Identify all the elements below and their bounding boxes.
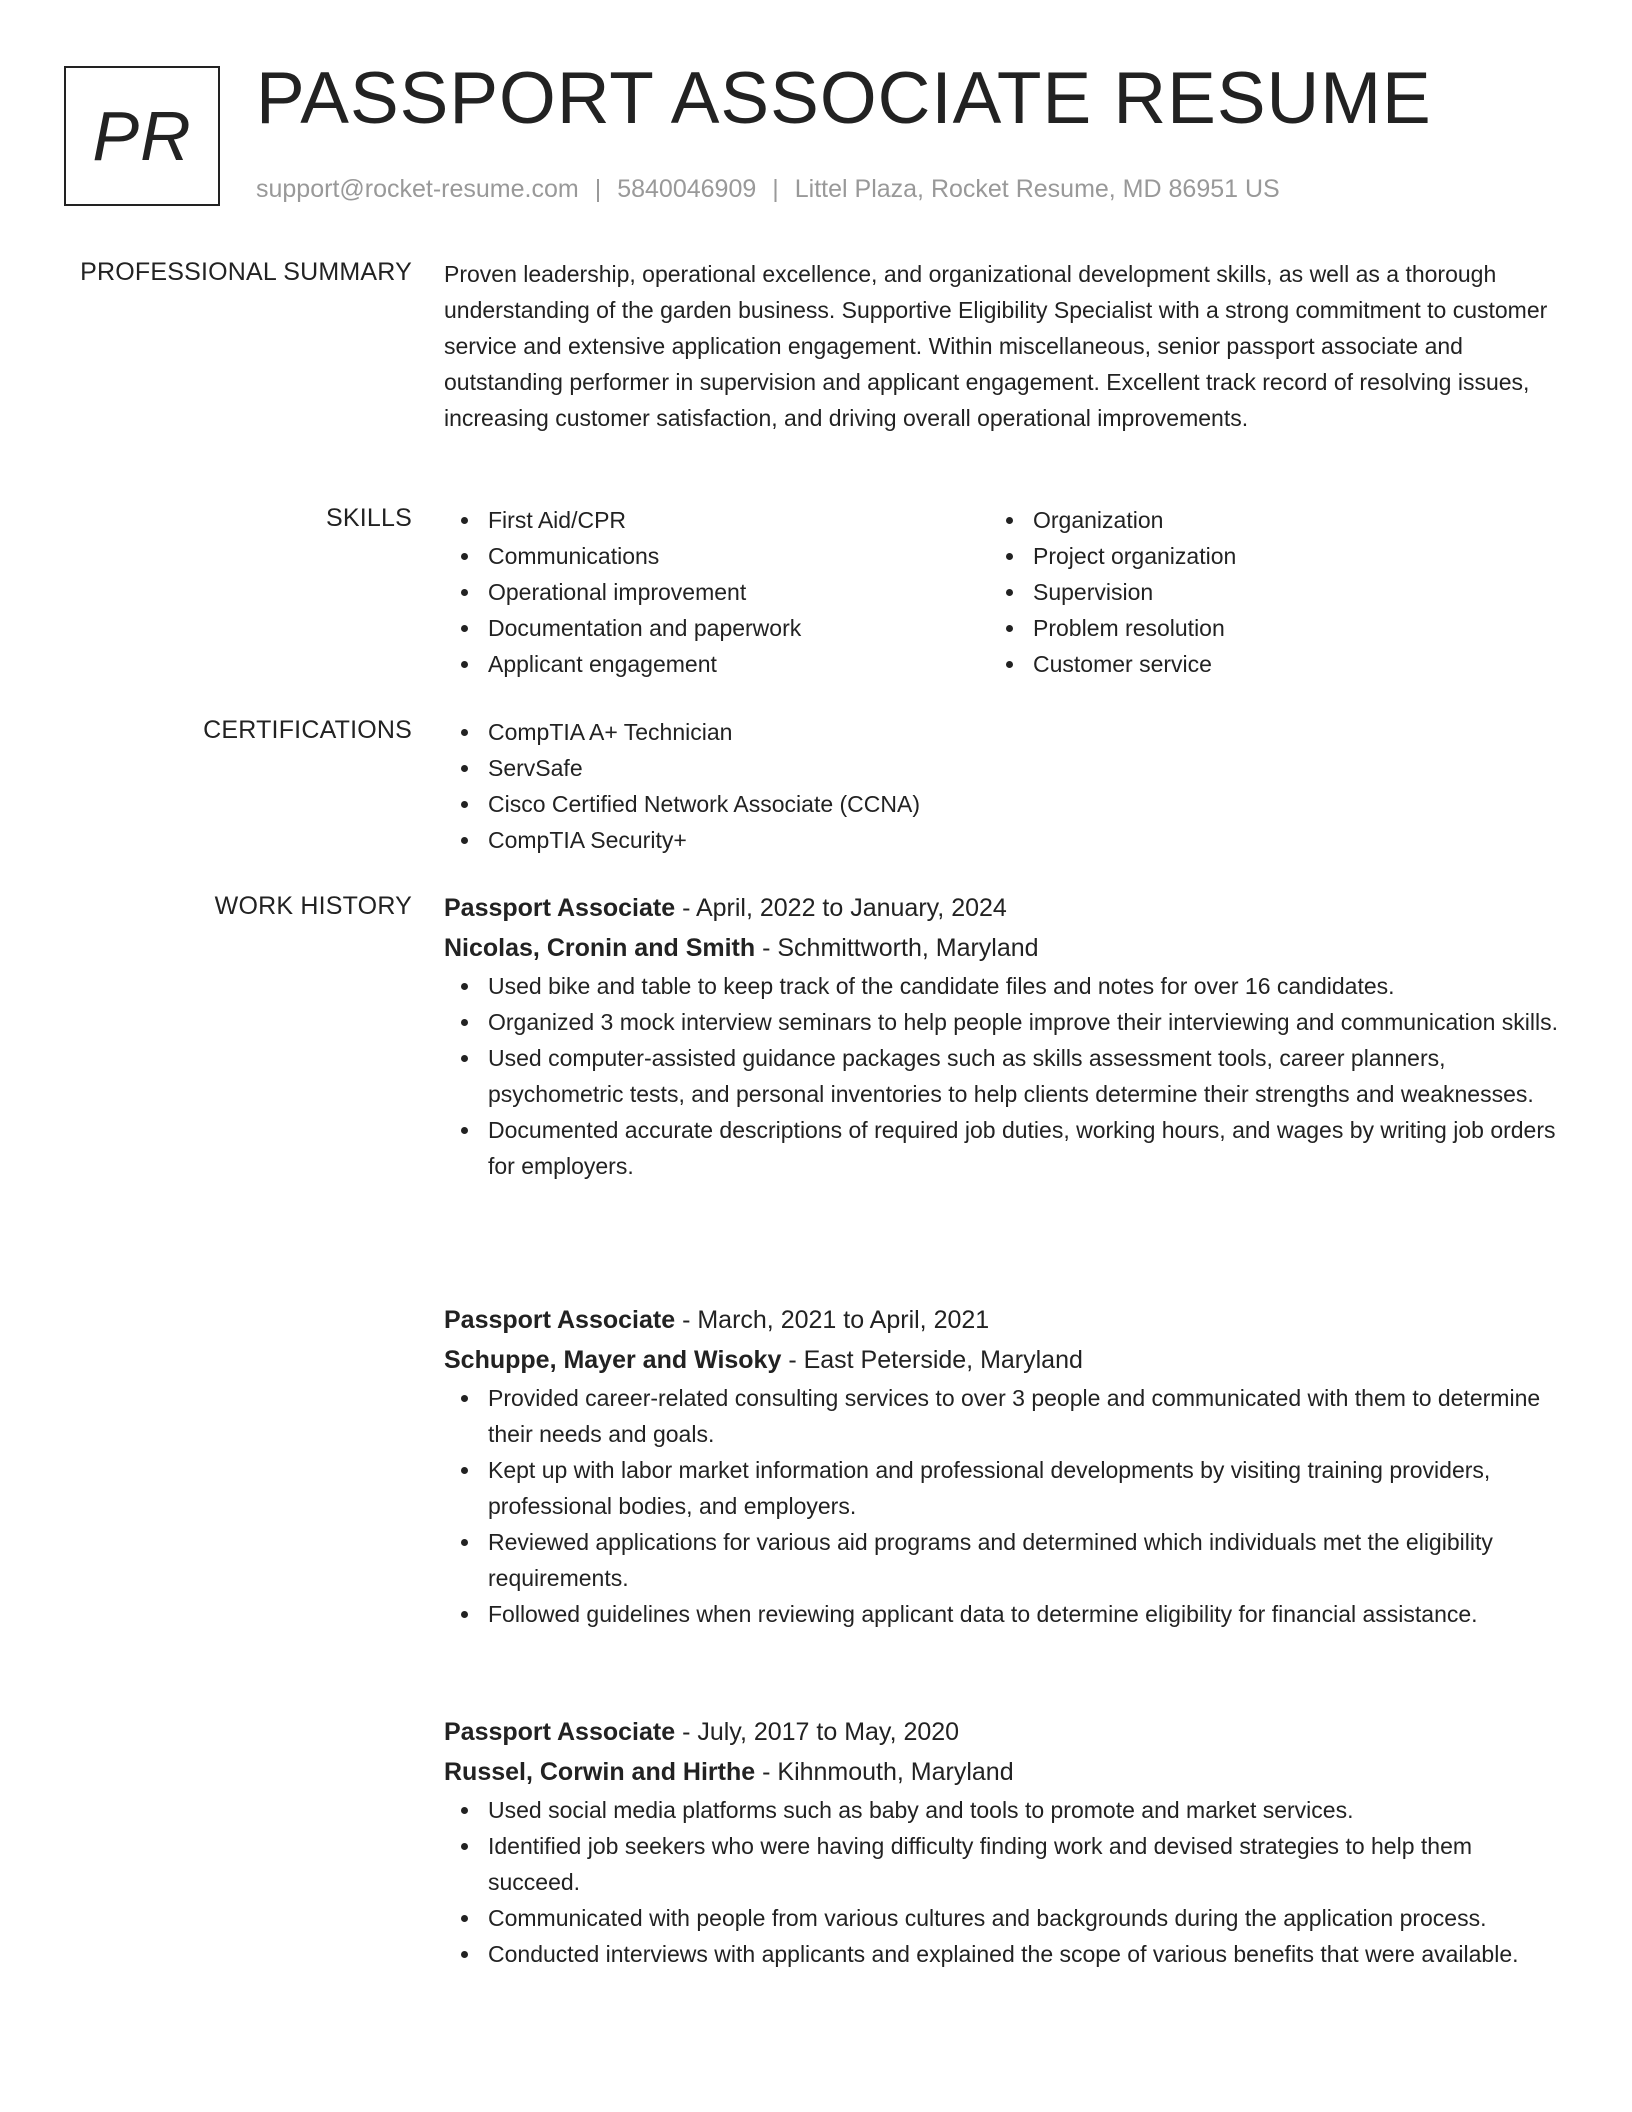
job-location: - East Peterside, Maryland <box>781 1346 1083 1374</box>
certification-item: CompTIA A+ Technician <box>444 714 1564 750</box>
job-company: Russel, Corwin and Hirthe <box>444 1758 756 1786</box>
contact-line <box>256 172 1280 206</box>
skill-item: Supervision <box>989 574 1534 610</box>
job-dates: - March, 2021 to April, 2021 <box>675 1306 990 1334</box>
job-bullet-list <box>444 968 1564 1184</box>
job-dates: - July, 2017 to May, 2020 <box>675 1718 960 1746</box>
contact-separator: | <box>772 175 779 203</box>
summary-body <box>444 256 1564 436</box>
skill-item: Documentation and paperwork <box>444 610 989 646</box>
skill-item: Problem resolution <box>989 610 1534 646</box>
contact-phone: 5840046909 <box>617 175 757 203</box>
skill-item: Organization <box>989 502 1534 538</box>
job-dates: - April, 2022 to January, 2024 <box>675 894 1007 922</box>
job-bullet: Kept up with labor market information and professional developments by visiting training providers, professional bodies, and employers. <box>444 1452 1564 1524</box>
skill-item: Communications <box>444 538 989 574</box>
skills-list-left <box>444 502 989 682</box>
section-label-summary: PROFESSIONAL SUMMARY <box>80 258 412 286</box>
job-bullet: Reviewed applications for various aid programs and determined which individuals met the eligibility requirements. <box>444 1524 1564 1596</box>
summary-text: Proven leadership, operational excellence, and organizational development skills, as well as a thorough understanding of the garden business. Supportive Eligibility Specialist with a strong commitment to customer service and extensive application engagement. Within miscellaneous, senior passport associate and outstanding performer in supervision and applicant engagement. Excellent track record of resolving issues, increasing customer satisfaction, and driving overall operational improvements. <box>444 261 1548 431</box>
job-entry <box>444 1300 1564 1632</box>
contact-address: Littel Plaza, Rocket Resume, MD 86951 US <box>794 175 1280 203</box>
skill-item: Applicant engagement <box>444 646 989 682</box>
section-label-certifications: CERTIFICATIONS <box>203 716 412 744</box>
resume-title: PASSPORT ASSOCIATE RESUME <box>256 58 1432 139</box>
section-label-work-history: WORK HISTORY <box>214 892 412 920</box>
job-title: Passport Associate <box>444 1306 676 1334</box>
job-company: Nicolas, Cronin and Smith <box>444 934 756 962</box>
job-company: Schuppe, Mayer and Wisoky <box>444 1346 782 1374</box>
skill-item: Operational improvement <box>444 574 989 610</box>
certifications-list <box>444 714 1564 858</box>
certification-item: Cisco Certified Network Associate (CCNA) <box>444 786 1564 822</box>
job-bullet: Conducted interviews with applicants and explained the scope of various benefits that were available. <box>444 1936 1564 1972</box>
section-label-skills: SKILLS <box>326 504 412 532</box>
certification-item: ServSafe <box>444 750 1564 786</box>
certifications-body <box>444 714 1564 858</box>
job-title-line <box>444 1300 1564 1340</box>
job-title-line <box>444 888 1564 928</box>
job-bullet: Used social media platforms such as baby and tools to promote and market services. <box>444 1792 1564 1828</box>
monogram-initials: PR <box>92 97 192 175</box>
job-title: Passport Associate <box>444 894 676 922</box>
job-bullet: Identified job seekers who were having difficulty finding work and devised strategies to help them succeed. <box>444 1828 1564 1900</box>
skill-item: Customer service <box>989 646 1534 682</box>
contact-email: support@rocket-resume.com <box>256 175 579 203</box>
job-title: Passport Associate <box>444 1718 676 1746</box>
job-location: - Kihnmouth, Maryland <box>755 1758 1014 1786</box>
job-company-line <box>444 1752 1564 1792</box>
contact-separator: | <box>594 175 602 203</box>
job-bullet: Provided career-related consulting services to over 3 people and communicated with them to determine their needs and goals. <box>444 1380 1564 1452</box>
job-bullet: Used bike and table to keep track of the candidate files and notes for over 16 candidates. <box>444 968 1564 1004</box>
job-entry <box>444 1712 1564 1972</box>
job-company-line <box>444 928 1564 968</box>
certification-item: CompTIA Security+ <box>444 822 1564 858</box>
job-bullet: Documented accurate descriptions of required job duties, working hours, and wages by writing job orders for employers. <box>444 1112 1564 1184</box>
skills-body <box>444 502 1564 682</box>
job-bullet: Followed guidelines when reviewing applicant data to determine eligibility for financial assistance. <box>444 1596 1564 1632</box>
job-bullet-list <box>444 1380 1564 1632</box>
job-title-line <box>444 1712 1564 1752</box>
skill-item: First Aid/CPR <box>444 502 989 538</box>
job-bullet: Used computer-assisted guidance packages such as skills assessment tools, career planners, psychometric tests, and personal inventories to help clients determine their strengths and weaknesses. <box>444 1040 1564 1112</box>
skills-list-right <box>989 502 1534 682</box>
job-entry <box>444 888 1564 1184</box>
job-bullet: Organized 3 mock interview seminars to help people improve their interviewing and communication skills. <box>444 1004 1564 1040</box>
skill-item: Project organization <box>989 538 1534 574</box>
job-location: - Schmittworth, Maryland <box>755 934 1039 962</box>
job-bullet: Communicated with people from various cultures and backgrounds during the application process. <box>444 1900 1564 1936</box>
job-company-line <box>444 1340 1564 1380</box>
job-bullet-list <box>444 1792 1564 1972</box>
monogram-badge <box>64 66 220 206</box>
